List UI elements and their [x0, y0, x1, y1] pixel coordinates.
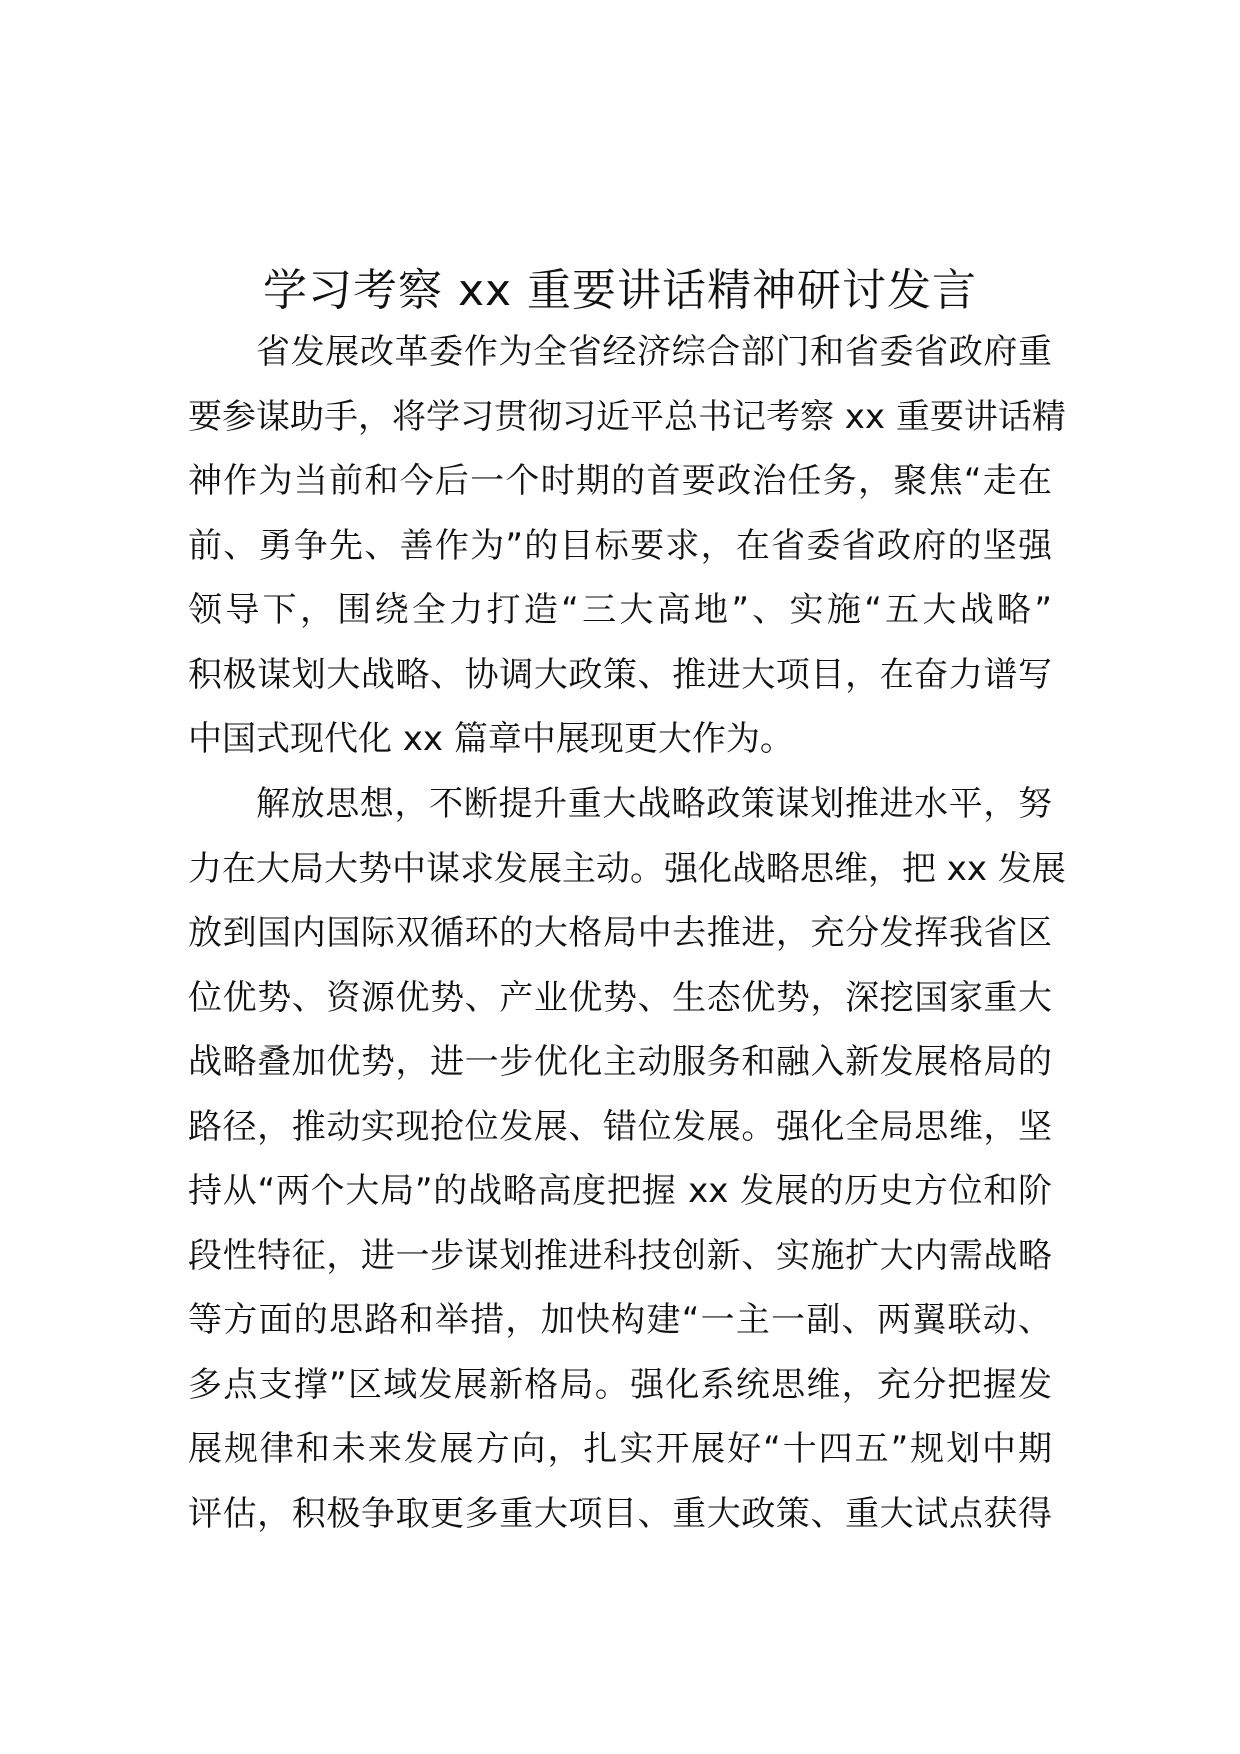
paragraph-1: [188, 320, 1066, 772]
paragraph-line: 位优势、资源优势、产业优势、生态优势，深挖国家重大: [188, 977, 1052, 1018]
paragraph-line: 中国式现代化 xx 篇章中展现更大作为。: [188, 719, 794, 759]
paragraph-line: 力在大局大势中谋求发展主动。强化战略思维，把 xx 发展: [188, 848, 1066, 889]
paragraph-line: 展规律和未来发展方向，扎实开展好“十四五”规划中期: [188, 1429, 1052, 1469]
paragraph-line: 段性特征，进一步谋划推进科技创新、实施扩大内需战略: [188, 1235, 1052, 1276]
paragraph-line: 评估，积极争取更多重大项目、重大政策、重大试点获得: [188, 1493, 1052, 1534]
paragraph-2: [188, 772, 1066, 1546]
paragraph-line: 省发展改革委作为全省经济综合部门和省委省政府重: [256, 332, 1052, 372]
paragraph-line: 积极谋划大战略、协调大政策、推进大项目，在奋力谱写: [188, 654, 1052, 695]
paragraph-line: 路径，推动实现抢位发展、错位发展。强化全局思维，坚: [188, 1106, 1052, 1147]
document-title: 学习考察 xx 重要讲话精神研讨发言: [262, 265, 978, 317]
paragraph-line: 前、勇争先、善作为”的目标要求，在省委省政府的坚强: [188, 525, 1052, 566]
paragraph-line: 放到国内国际双循环的大格局中去推进，充分发挥我省区: [188, 913, 1052, 953]
paragraph-line: 多点支撑”区域发展新格局。强化系统思维，充分把握发: [188, 1364, 1052, 1405]
paragraph-line: 持从“两个大局”的战略高度把握 xx 发展的历史方位和阶: [188, 1171, 1052, 1211]
paragraph-line: 神作为当前和今后一个时期的首要政治任务，聚焦“走在: [188, 461, 1052, 501]
paragraph-line: 要参谋助手，将学习贯彻习近平总书记考察 xx 重要讲话精: [188, 396, 1066, 437]
paragraph-line: 等方面的思路和举措，加快构建“一主一副、两翼联动、: [188, 1300, 1052, 1340]
paragraph-line: 解放思想，不断提升重大战略政策谋划推进水平，努: [256, 784, 1052, 824]
paragraph-line: 领导下，围绕全力打造“三大高地”、实施“五大战略”: [188, 590, 1052, 630]
paragraph-line: 战略叠加优势，进一步优化主动服务和融入新发展格局的: [188, 1042, 1052, 1082]
